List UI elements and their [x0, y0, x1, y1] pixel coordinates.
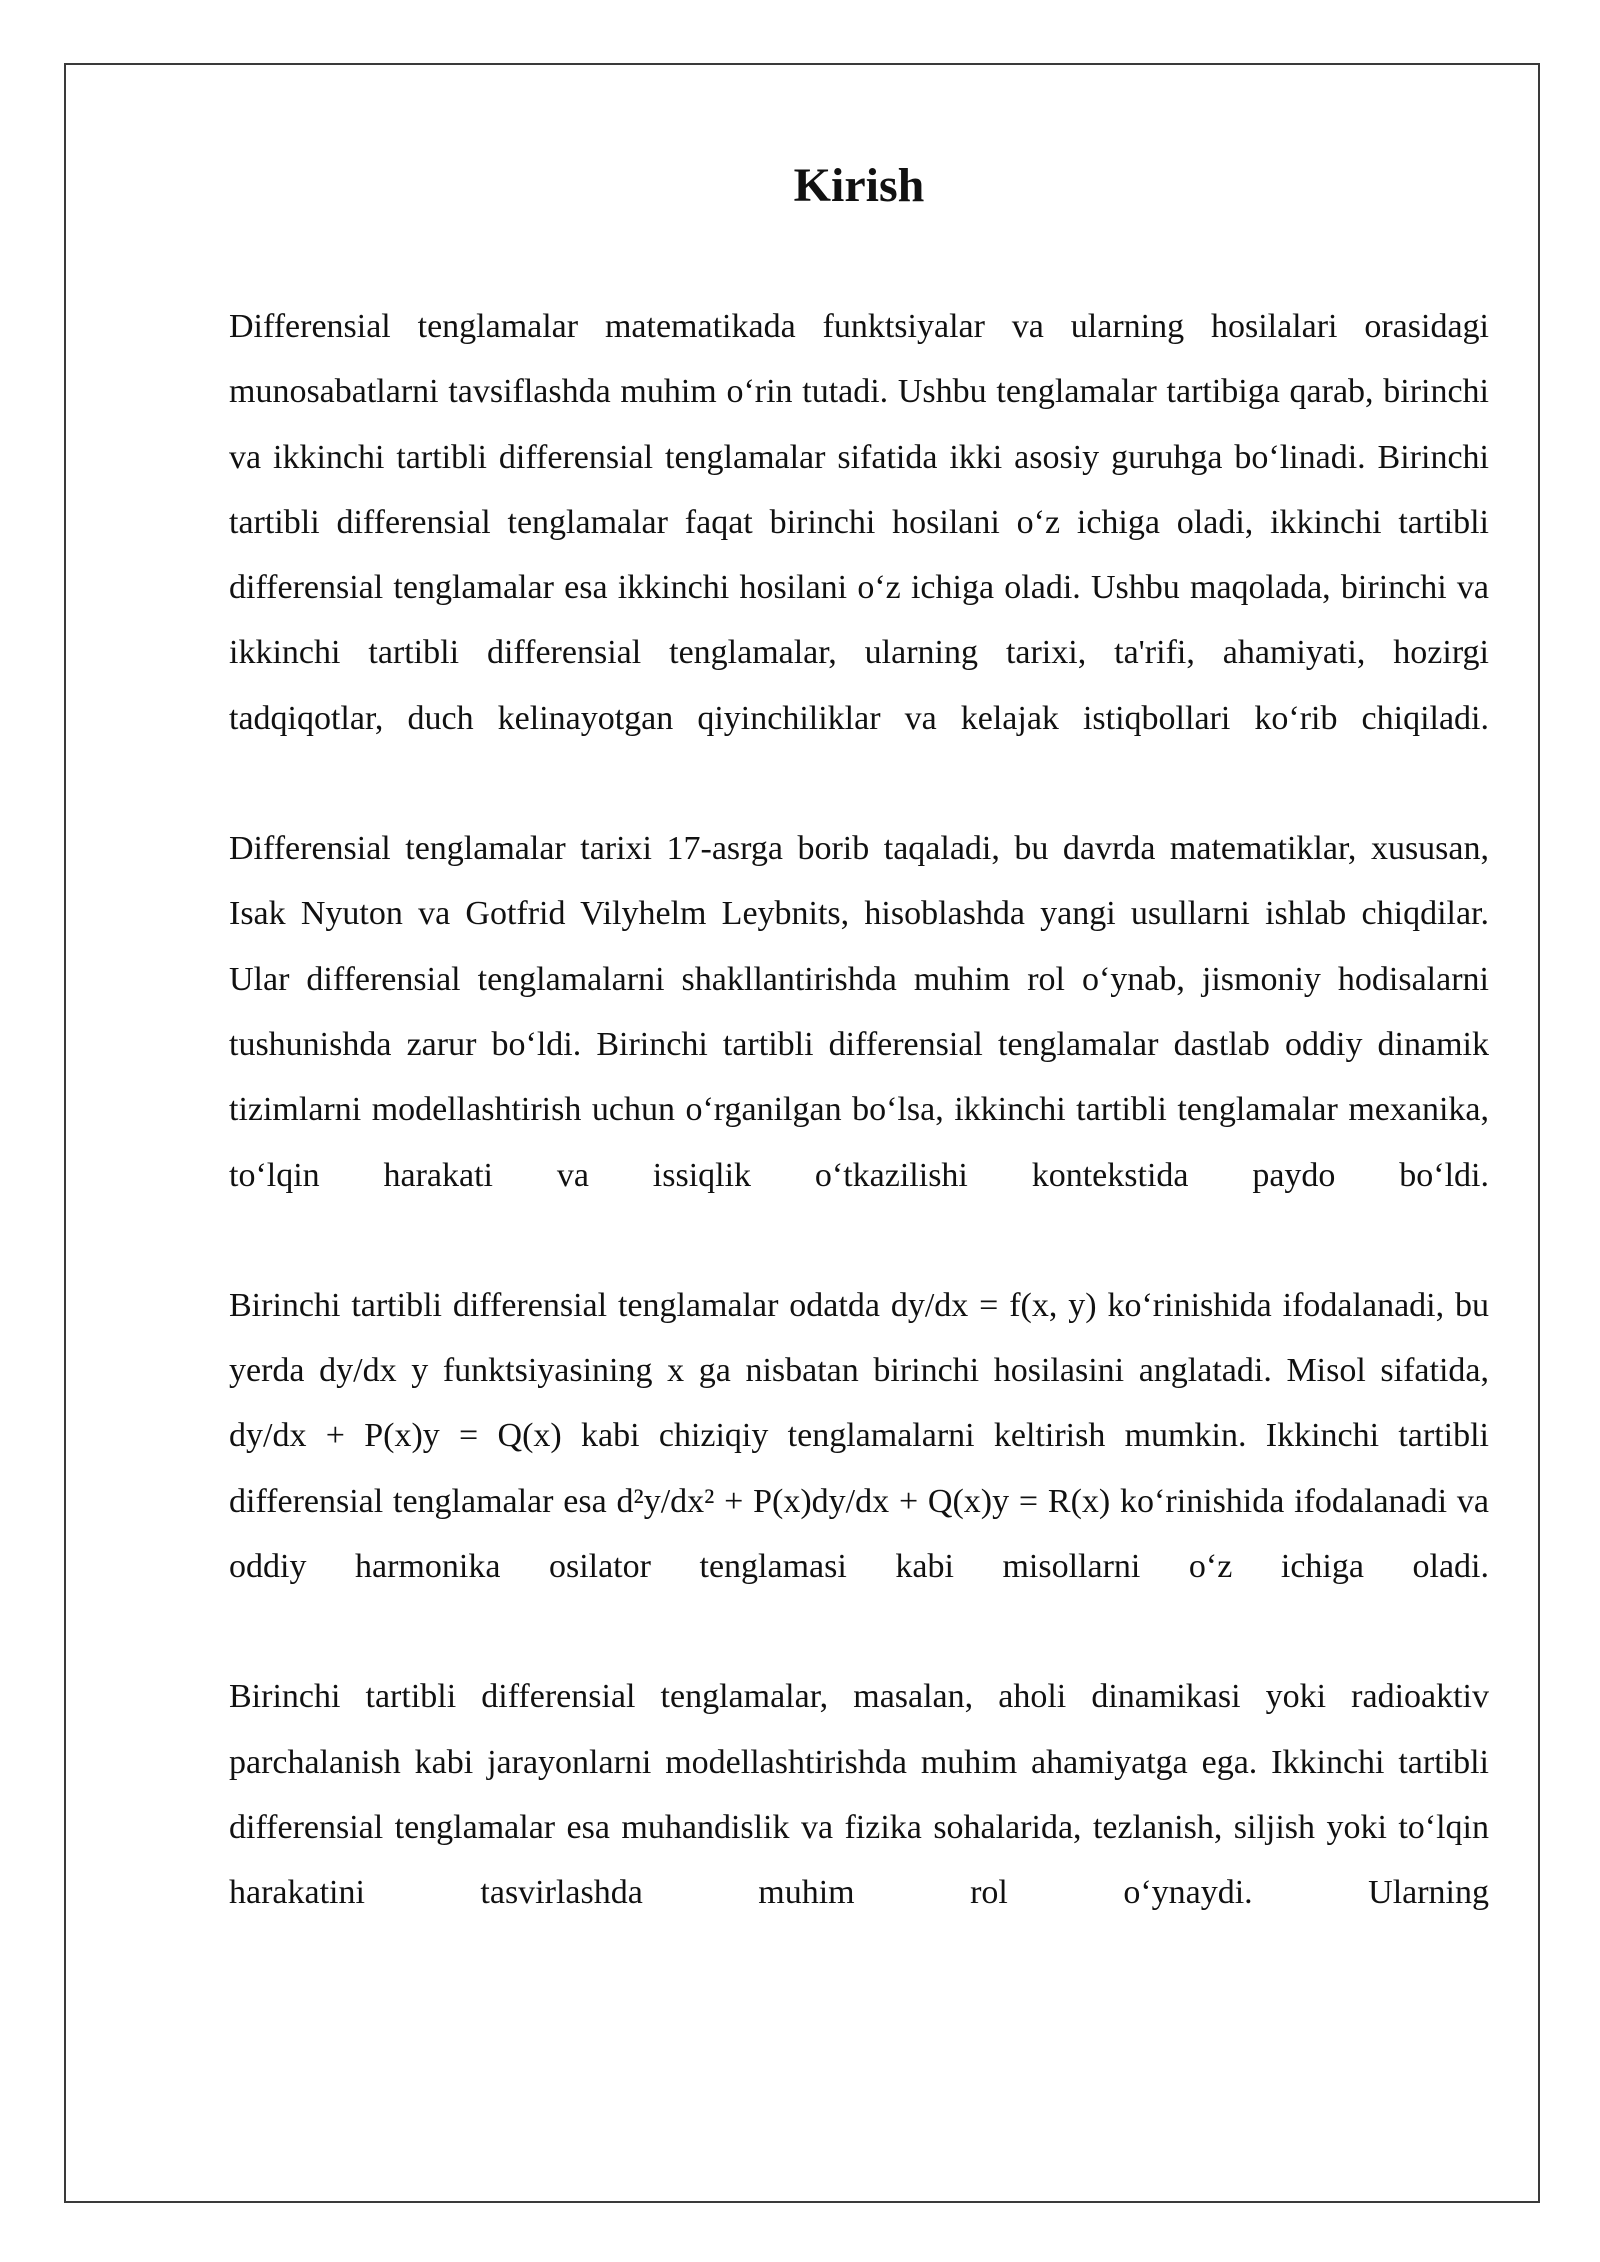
document-body	[229, 150, 1489, 1926]
document-title: Kirish	[793, 159, 925, 212]
paragraph-intro: Differensial tenglamalar matematikada funktsiyalar va ularning hosilalari orasidagi munosabatlarni tavsiflashda muhim o‘rin tutadi. Ushbu tenglamalar tartibiga qarab, birinchi va ikkinchi tartibli differensial tenglamalar sifatida ikki asosiy guruhga bo‘linadi. Birinchi tartibli differensial tenglamalar faqat birinchi hosilani o‘z ichiga oladi, ikkinchi tartibli differensial tenglamalar esa ikkinchi hosilani o‘z ichiga oladi. Ushbu maqolada, birinchi va ikkinchi tartibli differensial tenglamalar, ularning tarixi, ta'rifi, ahamiyati, hozirgi tadqiqotlar, duch kelinayotgan qiyinchiliklar va kelajak istiqbollari ko‘rib chiqiladi.	[229, 308, 1489, 737]
paragraph-history: Differensial tenglamalar tarixi 17-asrga borib taqaladi, bu davrda matematiklar, xususan, Isak Nyuton va Gotfrid Vilyhelm Leybnits, hisoblashda yangi usullarni ishlab chiqdilar. Ular differensial tenglamalarni shakllantirishda muhim rol o‘ynab, jismoniy hodisalarni tushunishda zarur bo‘ldi. Birinchi tartibli differensial tenglamalar dastlab oddiy dinamik tizimlarni modellashtirish uchun o‘rganilgan bo‘lsa, ikkinchi tartibli tenglamalar mexanika, to‘lqin harakati va issiqlik o‘tkazilishi kontekstida paydo bo‘ldi.	[229, 830, 1489, 1194]
paragraph-applications: Birinchi tartibli differensial tenglamalar, masalan, aholi dinamikasi yoki radioaktiv parchalanish kabi jarayonlarni modellashtirishda muhim ahamiyatga ega. Ikkinchi tartibli differensial tenglamalar esa muhandislik va fizika sohalarida, tezlanish, siljish yoki to‘lqin harakatini tasvirlashda muhim rol o‘ynaydi. Ularning	[229, 1678, 1489, 1912]
paragraph-definitions: Birinchi tartibli differensial tenglamalar odatda dy/dx = f(x, y) ko‘rinishida ifodalanadi, bu yerda dy/dx y funktsiyasining x ga nisbatan birinchi hosilasini anglatadi. Misol sifatida, dy/dx + P(x)y = Q(x) kabi chiziqiy tenglamalarni keltirish mumkin. Ikkinchi tartibli differensial tenglamalar esa d²y/dx² + P(x)dy/dx + Q(x)y = R(x) ko‘rinishida ifodalanadi va oddiy harmonika osilator tenglamasi kabi misollarni o‘z ichiga oladi.	[229, 1286, 1489, 1586]
